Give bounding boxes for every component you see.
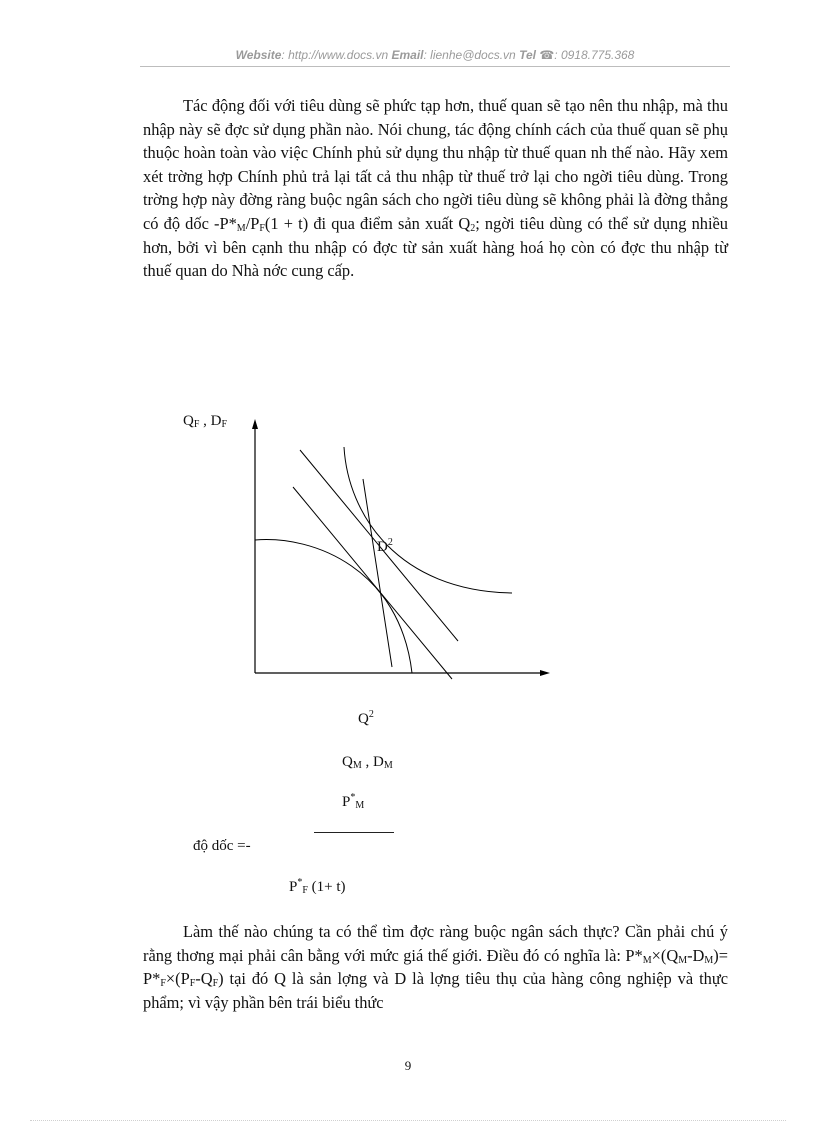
steep-price-line [363,479,392,667]
point-d2-label: $D^2$ [377,537,393,555]
x-axis-label: $Q_M$ , $D_M$ [342,754,393,771]
paragraph-1 [143,94,728,283]
sub-m: M [236,222,246,234]
production-frontier-curve [255,537,412,673]
paragraph-1-slash: /P [245,213,260,233]
page-number: 9 [404,1058,412,1073]
q2-label: $Q^2$ [358,709,374,727]
budget-line-lower [293,487,452,679]
page-header [140,48,730,62]
y-axis-arrow [252,419,258,429]
budget-constraint-diagram [150,405,560,695]
fraction-bar [314,832,394,833]
phone-icon: ☎ [539,48,555,62]
y-axis-label: $Q_F$ , $D_F$ [183,413,228,430]
paragraph-1-text-b: (1 + t) đi qua điểm sản xuất Q [264,213,471,233]
header-divider [140,66,730,67]
slope-label: độ dốc =- [193,838,251,854]
sub-2: 2 [470,222,476,234]
sub-f: F [259,222,265,234]
paragraph-1-text-c: ; ngời tiêu dùng có thể sử dụng nhiều hơn, bởi vì bên cạnh thu nhập có đợc từ sản xuất hàng hoá họ còn có đợc thu nhập từ thuế quan do Nhà nớc cung cấp. [143,213,728,281]
footer-divider [30,1120,786,1121]
paragraph-2-text-a: Làm thế nào chúng ta có thể tìm đợc ràng buộc ngân sách thực? Cần phải chú ý rằng thơng mại phải cân bằng với mức giá thế giới. Điều đó có nghĩa là: P* [143,922,728,965]
website-value: : http://www.docs.vn [281,48,389,62]
tel-value: : 0918.775.368 [554,48,635,62]
paragraph-2-text-b: ) tại đó Q là sản lợng và D là lợng tiêu thụ của hàng công nghiệp và thực phẩm; vì vậy phần bên trái biểu thức [143,969,728,1012]
x-axis-arrow [540,670,550,676]
paragraph-2: Làm thế nào chúng ta có thể tìm đợc ràng buộc ngân sách thực? Cần phải chú ý rằng thơng mại phải cân bằng với mức giá thế giới. Điều đó có nghĩa là: $P*_M\times(Q_M-D_M)= P*_F\times(P_F-Q_F)$ tại đó Q là sản lợng và D là lợng tiêu thụ của hàng công nghiệp và thực phẩm; vì vậy phần bên trái biểu thức [143,922,728,1012]
email-value: : lienhe@docs.vn [423,48,516,62]
tel-label: Tel [519,48,536,62]
website-label: Website [235,48,282,62]
formula-numerator: $P^*_M$ [342,792,365,811]
paragraph-1-text-a: Tác động đối với tiêu dùng sẽ phức tạp hơn, thuế quan sẽ tạo nên thu nhập, mà thu nhập này sẽ đợc sử dụng phần nào. Nói chung, tác động chính cách của thuế quan sẽ phụ thuộc hoàn toàn vào việc Chính phủ sử dụng thu nhập từ thuế quan nh thế nào. Hãy xem xét trờng hợp Chính phủ trả lại tất cả thu nhập từ thuế trở lại cho ngời tiêu dùng. Trong trờng hợp này đờng ràng buộc ngân sách cho ngời tiêu dùng sẽ không phải là đờng thẳng có độ dốc -P* [143,96,728,233]
formula-denominator: $P^*_F$ (1+ t) [289,877,346,896]
email-label: Email [391,48,424,62]
